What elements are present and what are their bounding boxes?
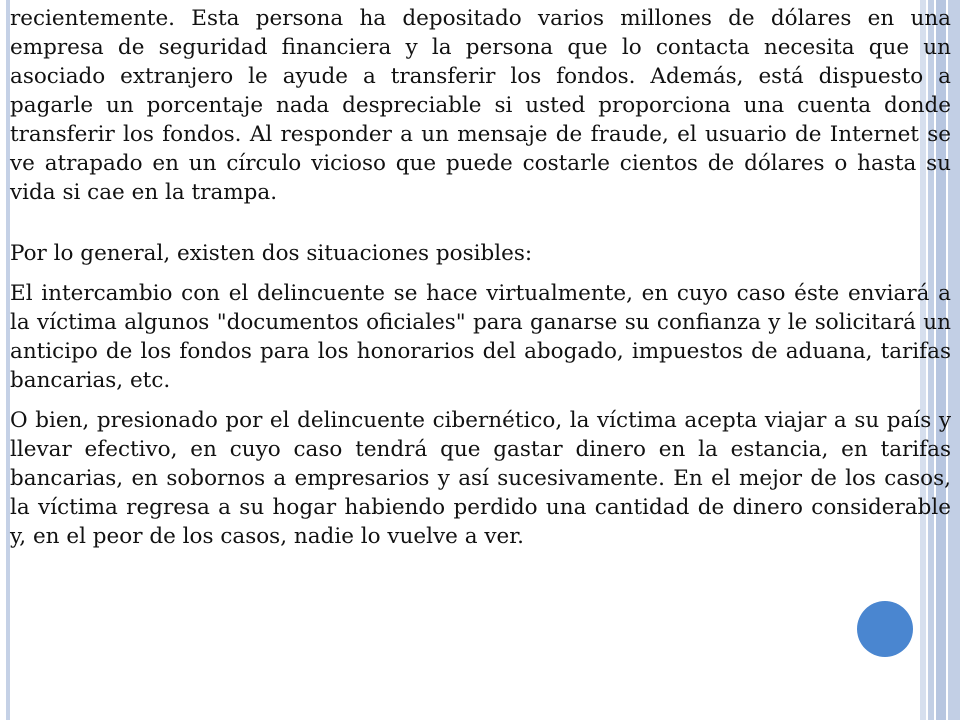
decorative-circle — [857, 601, 913, 657]
slide-body — [10, 4, 951, 551]
paragraph-intro: recientemente. Esta persona ha depositado varios millones de dólares en una empresa de seguridad financiera y la persona que lo contacta necesita que un asociado extranjero le ayude a transferir los fondos. Además, está dispuesto a pagarle un porcentaje nada despreciable si usted proporciona una cuenta donde transferir los fondos. Al responder a un mensaje de fraude, el usuario de Internet se ve atrapado en un círculo vicioso que puede costarle cientos de dólares o hasta su vida si cae en la trampa. — [10, 6, 951, 205]
paragraph-situations-heading: Por lo general, existen dos situaciones posibles: — [10, 241, 533, 266]
paragraph-situation-virtual: El intercambio con el delincuente se hace virtualmente, en cuyo caso éste enviará a la víctima algunos "documentos oficiales" para ganarse su confianza y le solicitará un anticipo de los fondos para los honorarios del abogado, impuestos de aduana, tarifas bancarias, etc. — [10, 281, 951, 393]
paragraph-situation-travel: O bien, presionado por el delincuente cibernético, la víctima acepta viajar a su país y llevar efectivo, en cuyo caso tendrá que gastar dinero en la estancia, en tarifas bancarias, en sobornos a empresarios y así sucesivamente. En el mejor de los casos, la víctima regresa a su hogar habiendo perdido una cantidad de dinero considerable y, en el peor de los casos, nadie lo vuelve a ver. — [10, 408, 951, 549]
